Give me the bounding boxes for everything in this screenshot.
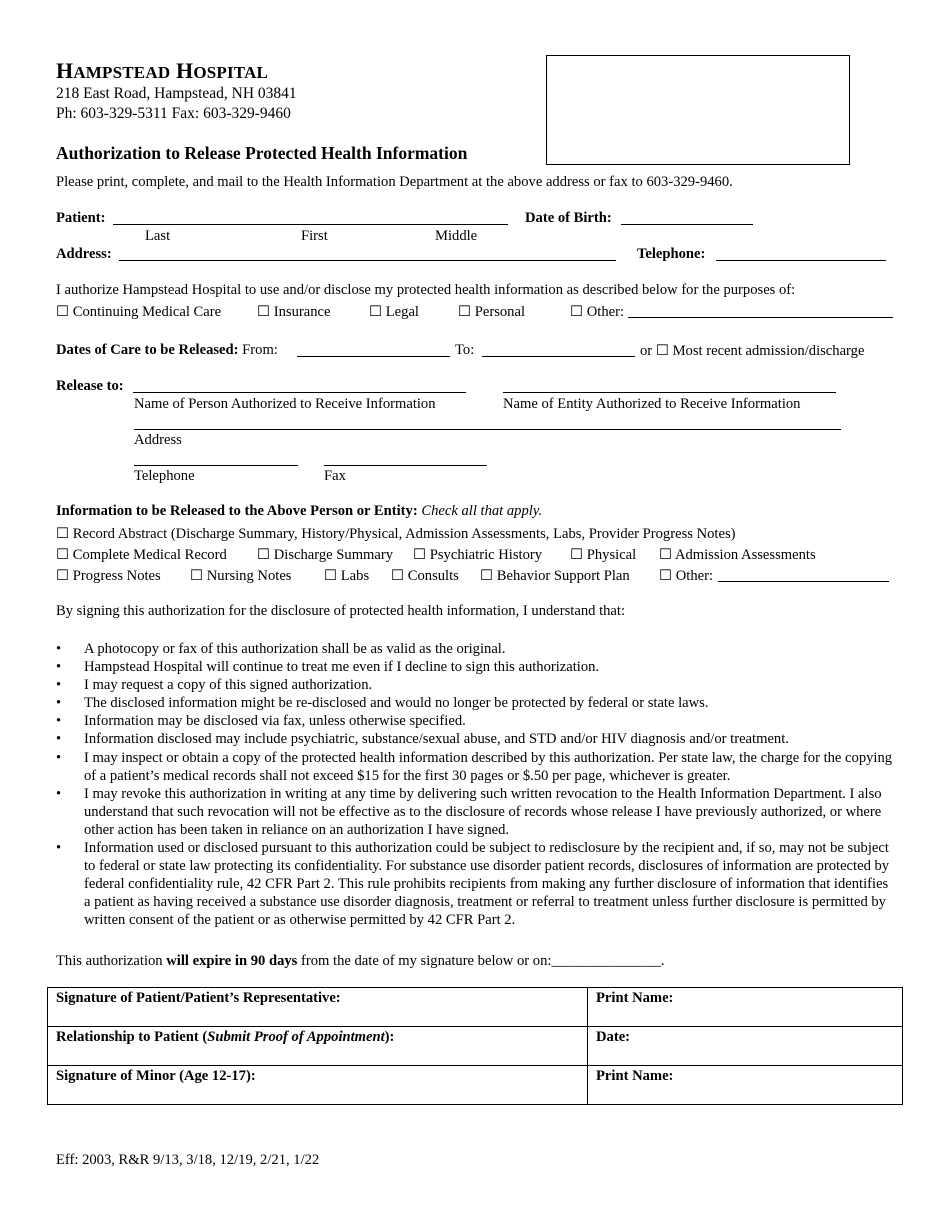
person-caption: Name of Person Authorized to Receive Information	[134, 396, 436, 412]
checkbox-icon[interactable]: ☐	[413, 547, 427, 563]
release-entity-field[interactable]	[503, 392, 836, 393]
release-address-field[interactable]	[134, 429, 841, 430]
release-to-label: Release to:	[56, 378, 124, 394]
revision-footer: Eff: 2003, R&R 9/13, 3/18, 12/19, 2/21, 1/22	[56, 1152, 320, 1168]
hospital-phone-fax: Ph: 603-329-5311 Fax: 603-329-9460	[56, 105, 291, 122]
release-fax-field[interactable]	[324, 465, 487, 466]
purpose-other-field[interactable]	[628, 317, 893, 318]
telephone-field[interactable]	[716, 260, 886, 261]
stamp-box	[546, 55, 850, 165]
release-telephone-caption: Telephone	[134, 468, 195, 484]
checkbox-icon[interactable]: ☐	[257, 547, 271, 563]
checkbox-icon[interactable]: ☐	[56, 547, 70, 563]
checkbox-icon[interactable]: ☐	[56, 304, 70, 320]
purpose-legal[interactable]: ☐ Legal	[369, 304, 419, 320]
middle-caption: Middle	[435, 228, 478, 244]
info-released-heading: Information to be Released to the Above Person or Entity: Check all that apply.	[56, 503, 543, 519]
checkbox-icon[interactable]: ☐	[190, 568, 204, 584]
print-name-cell[interactable]: Print Name:	[588, 988, 903, 1027]
date-to-label: To:	[455, 342, 475, 358]
info-labs[interactable]: ☐ Labs	[324, 568, 370, 584]
purposes-intro: I authorize Hampstead Hospital to use and/or disclose my protected health information as described below for the purposes of:	[56, 282, 796, 298]
checkbox-icon[interactable]: ☐	[324, 568, 338, 584]
info-progress-notes[interactable]: ☐ Progress Notes	[56, 568, 161, 584]
address-label: Address:	[56, 246, 112, 262]
patient-label: Patient:	[56, 210, 106, 226]
info-discharge-summary[interactable]: ☐ Discharge Summary	[257, 547, 394, 563]
info-behavior-support-plan[interactable]: ☐ Behavior Support Plan	[480, 568, 630, 584]
list-item: • Information may be disclosed via fax, unless otherwise specified.	[56, 712, 896, 730]
first-caption: First	[301, 228, 328, 244]
checkbox-icon[interactable]: ☐	[659, 568, 673, 584]
info-other-field[interactable]	[718, 581, 889, 582]
info-physical[interactable]: ☐ Physical	[570, 547, 637, 563]
expiry-statement: This authorization will expire in 90 days from the date of my signature below or on:_______________.	[56, 953, 665, 969]
understanding-intro: By signing this authorization for the disclosure of protected health information, I understand that:	[56, 603, 626, 619]
patient-name-field[interactable]	[113, 224, 508, 225]
most-recent-option[interactable]: or ☐ Most recent admission/discharge	[640, 343, 865, 359]
checkbox-icon[interactable]: ☐	[570, 547, 584, 563]
list-item: • Information used or disclosed pursuant to this authorization could be subject to redisclosure by the recipient and, if so, may not be subject to federal or state law protecting its confidentiality. For substance use disorder patient records, disclosures of information are protected by federal confidentiality rule, 42 CFR Part 2. This rule prohibits recipients from making any further disclosure of information that identifies a patient as having received a substance use disorder diagnosis, treatment or referral to treatment unless further disclosure is permitted by written consent of the patient or as otherwise permitted by 42 CFR Part 2.	[56, 839, 896, 929]
purpose-other[interactable]: ☐ Other:	[570, 304, 625, 320]
purpose-continuing-care[interactable]: ☐ Continuing Medical Care	[56, 304, 222, 320]
info-admission-assessments[interactable]: ☐ Admission Assessments	[659, 547, 816, 563]
expiry-date-field[interactable]: _______________.	[551, 953, 665, 969]
info-other[interactable]: ☐ Other:	[659, 568, 714, 584]
checkbox-icon[interactable]: ☐	[369, 304, 383, 320]
info-nursing-notes[interactable]: ☐ Nursing Notes	[190, 568, 292, 584]
checkbox-icon[interactable]: ☐	[56, 526, 70, 542]
release-fax-caption: Fax	[324, 468, 346, 484]
list-item: • A photocopy or fax of this authorization shall be as valid as the original.	[56, 640, 896, 658]
telephone-label: Telephone:	[637, 246, 706, 262]
info-consults[interactable]: ☐ Consults	[391, 568, 459, 584]
release-telephone-field[interactable]	[134, 465, 298, 466]
checkbox-icon[interactable]: ☐	[56, 568, 70, 584]
date-cell[interactable]: Date:	[588, 1027, 903, 1066]
checkbox-icon[interactable]: ☐	[257, 304, 271, 320]
checkbox-icon[interactable]: ☐	[655, 343, 669, 359]
date-from-field[interactable]	[297, 356, 450, 357]
table-row	[48, 988, 903, 1027]
hospital-name: HAMPSTEAD HOSPITAL	[56, 58, 269, 83]
entity-caption: Name of Entity Authorized to Receive Information	[503, 396, 801, 412]
list-item: • I may request a copy of this signed authorization.	[56, 676, 896, 694]
release-address-caption: Address	[134, 432, 182, 448]
list-item: • I may revoke this authorization in writing at any time by delivering such written revocation to the Health Information Department. I also understand that such revocation will not be effective as to the disclosure of records whose release I have previously authorized, or where other action has been taken in reliance on an authorization I have signed.	[56, 785, 896, 839]
minor-signature-cell[interactable]: Signature of Minor (Age 12-17):	[48, 1066, 588, 1105]
list-item: • I may inspect or obtain a copy of the protected health information described by this authorization. Per state law, the charge for the copying of a patient’s medical records shall not exceed $15 for the first 30 pages or $.50 per page, whichever is greater.	[56, 749, 896, 785]
patient-signature-cell[interactable]: Signature of Patient/Patient’s Representative:	[48, 988, 588, 1027]
form-instructions: Please print, complete, and mail to the Health Information Department at the above address or fax to 603-329-9460.	[56, 174, 733, 190]
info-record-abstract[interactable]: ☐ Record Abstract (Discharge Summary, History/Physical, Admission Assessments, Labs, Provider Progress Notes)	[56, 526, 736, 542]
date-to-field[interactable]	[482, 356, 635, 357]
checkbox-icon[interactable]: ☐	[659, 547, 673, 563]
dob-field[interactable]	[621, 224, 753, 225]
purpose-personal[interactable]: ☐ Personal	[458, 304, 526, 320]
info-psychiatric-history[interactable]: ☐ Psychiatric History	[413, 547, 543, 563]
list-item: • Hampstead Hospital will continue to treat me even if I decline to sign this authorization.	[56, 658, 896, 676]
info-complete-record[interactable]: ☐ Complete Medical Record	[56, 547, 227, 563]
address-field[interactable]	[119, 260, 616, 261]
understanding-list	[56, 640, 896, 930]
relationship-cell[interactable]: Relationship to Patient (Submit Proof of Appointment):	[48, 1027, 588, 1066]
table-row	[48, 1027, 903, 1066]
hospital-address: 218 East Road, Hampstead, NH 03841	[56, 85, 297, 102]
dob-label: Date of Birth:	[525, 210, 612, 226]
list-item: • Information disclosed may include psychiatric, substance/sexual abuse, and STD and/or HIV diagnosis and/or treatment.	[56, 730, 896, 748]
table-row	[48, 1066, 903, 1105]
last-caption: Last	[145, 228, 171, 244]
checkbox-icon[interactable]: ☐	[480, 568, 494, 584]
release-person-field[interactable]	[133, 392, 466, 393]
minor-print-name-cell[interactable]: Print Name:	[588, 1066, 903, 1105]
purpose-insurance[interactable]: ☐ Insurance	[257, 304, 331, 320]
checkbox-icon[interactable]: ☐	[570, 304, 584, 320]
list-item: • The disclosed information might be re-disclosed and would no longer be protected by federal or state laws.	[56, 694, 896, 712]
checkbox-icon[interactable]: ☐	[458, 304, 472, 320]
dates-of-care-row: Dates of Care to be Released: From:	[56, 342, 278, 358]
signature-table	[47, 987, 903, 1105]
checkbox-icon[interactable]: ☐	[391, 568, 405, 584]
form-title: Authorization to Release Protected Health Information	[56, 143, 468, 163]
